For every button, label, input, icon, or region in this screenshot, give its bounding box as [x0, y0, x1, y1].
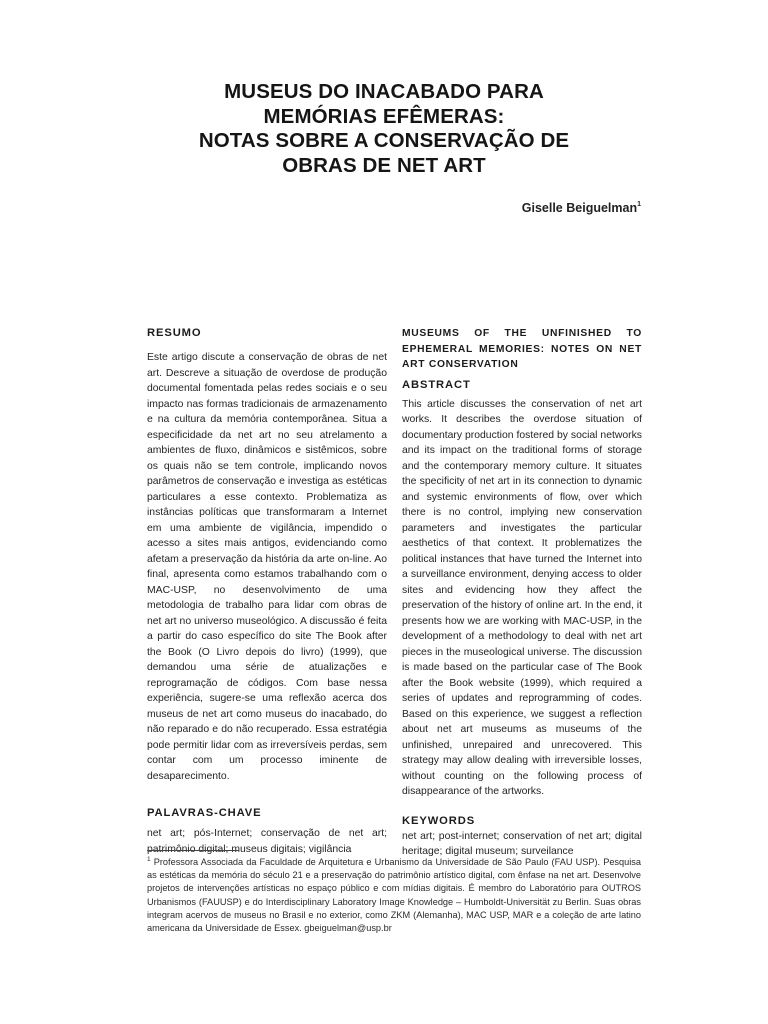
footnote-marker: 1	[147, 856, 151, 863]
footnote-divider	[147, 850, 239, 851]
abstract-text: This article discusses the conservation of net art works. It describes the overdose situation of documentary production fostered by social networks and its impact on the traditional forms of storage and the contemporary memory culture. It situates the specificity of net art in its connection to dynamic and systemic environments of flow, over which there is no control, implying new conservation parameters and investigates the particular aesthetics of that context. It problematizes the political instances that have turned the Internet into a surveillance environment, denying access to older sites and evidencing how they affect the preservation of the history of online art. In the end, it presents how we are working with MAC-USP, in the development of a methodology to deal with net art pieces in the museological universe. The discussion is made based on the particular case of The Book after the Book website (1999), which required a series of updates and reprogramming of codes. Based on this experience, we suggest a reflection about net art museums as museums of the unfinished, unrepaired and unrecovered. This strategy may allow dealing with irreversible losses, without counting on the following process of disappearance of the artworks.	[402, 398, 642, 797]
title-line-1: MUSEUS DO INACABADO PARA	[224, 80, 544, 103]
resumo-text: Este artigo discute a conservação de obras de net art. Descreve a situação de overdose de produção documental fomentada pelas redes sociais e o seu impacto nas formas tradicionais de armazenamento e na cultura da memória contemporânea. Situa a especificidade da net art no seu atrelamento a ambientes de fluxo, dinâmicos e sistêmicos, sobre os quais não se tem controle, implicando novos parâmetros de conservação e investiga as estéticas particulares a esse contexto. Problematiza as instâncias políticas que transformaram a Internet em uma ambiente de vigilância, impendido o acesso a sites mais antigos, evidenciando como afetam a preservação da história da arte on-line. Ao final, apresenta como estamos trabalhando com o MAC-USP, no desenvolvimento de uma metodologia de trabalho para lidar com obras de net art no universo museológico. A discussão é feita a partir do caso específico do site The Book after the Book (O Livro depois do livro) (1999), que demandou uma série de atualizações e reprogramação de códigos. Com base nessa experiência, sugere-se uma reflexão acerca dos museus de net art como museus do inacabado, do não reparado e do não recuperado. Essa estratégia pode permitir lidar com as irreversíveis perdas, sem contar com um processo iminente de desaparecimento.	[147, 352, 387, 782]
author-name: Giselle Beiguelman	[521, 201, 638, 215]
keywords-text: net art; post-internet; conservation of net art; digital heritage; digital museum; surveilance	[402, 830, 642, 857]
title-line-4: OBRAS DE NET ART	[282, 153, 486, 177]
title-line-3: NOTAS SOBRE A CONSERVAÇÃO DE	[198, 129, 570, 152]
article-title	[150, 80, 618, 178]
author-footnote-marker[interactable]: 1	[637, 200, 641, 208]
palavras-chave-heading: PALAVRAS-CHAVE	[147, 807, 262, 819]
palavras-chave-text: net art; pós-Internet; conservação de net art; patrimônio digital; museus digitais; vigilância	[147, 828, 387, 855]
resumo-heading: RESUMO	[147, 327, 202, 339]
keywords-heading: KEYWORDS	[402, 814, 476, 827]
english-title: MUSEUMS OF THE UNFINISHED TO EPHEMERAL MEMORIES: NOTES ON NET ART CONSERVATION	[402, 328, 642, 370]
footnote	[147, 853, 641, 935]
title-line-2: MEMÓRIAS EFÊMERAS:	[263, 104, 505, 128]
footnote-text: Professora Associada da Faculdade de Arquitetura e Urbanismo da Universidade de São Paulo (FAU USP). Pesquisa as estéticas da memória do século 21 e a preservação do patrimônio artístico digital, com ênfase na net art. Desenvolve projetos de intervenções artísticas no espaço público e com mídias digitais. É membro do Laboratório para OUTROS Urbanismos (FAUUSP) e do Interdisciplinary Laboratory Image Knowledge – Humboldt-Universität zu Berlin. Suas obras integram acervos de museus no Brasil e no exterior, como ZKM (Alemanha), MAC USP, MAR e a coleção de arte latino americana da Universidade de Essex. gbeiguelman@usp.br	[147, 857, 641, 934]
portuguese-column	[147, 326, 387, 857]
english-column	[402, 326, 642, 860]
author-byline	[522, 201, 641, 215]
abstract-heading: ABSTRACT	[402, 378, 471, 391]
